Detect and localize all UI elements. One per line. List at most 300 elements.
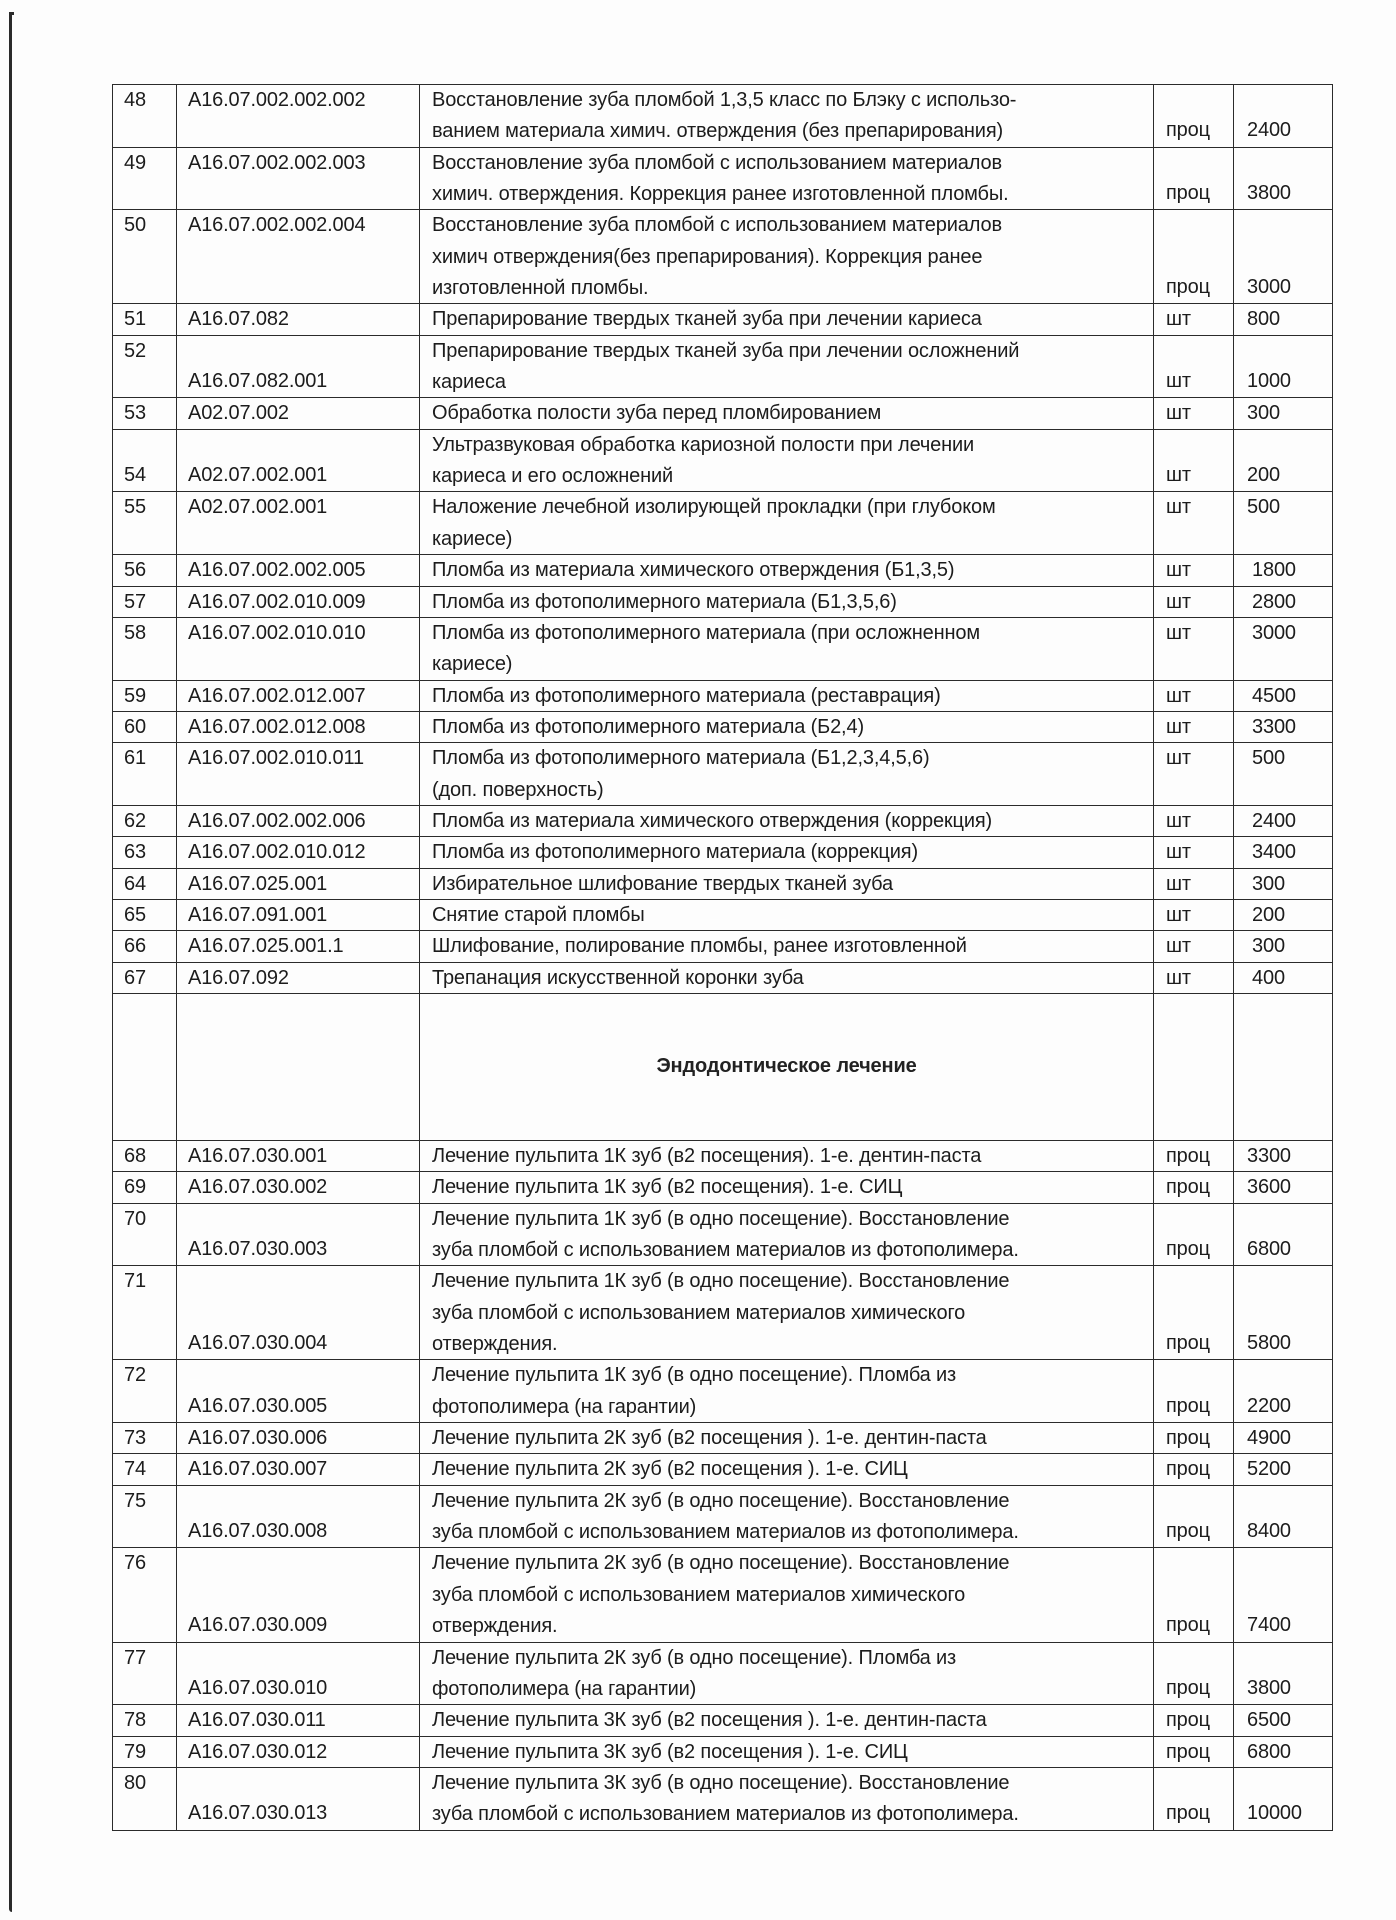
unit: шт: [1166, 935, 1191, 958]
unit: шт: [1166, 747, 1191, 770]
table-row: [113, 1423, 1333, 1454]
service-description: [420, 1737, 1153, 1768]
section-title: Эндодонтическое лечение: [420, 993, 1154, 1140]
service-description: [420, 1486, 1153, 1549]
service-code: A16.07.030.006: [188, 1427, 328, 1450]
row-number-cell: [113, 1203, 177, 1266]
row-number-cell: [113, 617, 177, 680]
section-header-row: [113, 993, 1333, 1140]
description-line: Лечение пульпита 2К зуб (в одно посещение). Пломба из: [432, 1646, 957, 1669]
service-description-cell: [420, 1203, 1154, 1266]
unit-cell: [1154, 1423, 1234, 1454]
service-description-cell: [420, 1454, 1154, 1485]
service-code-cell: [177, 210, 420, 304]
description-line: Пломба из фотополимерного материала (Б1,3,5,6): [432, 590, 897, 613]
service-code: A16.07.030.012: [188, 1740, 328, 1763]
description-line: Лечение пульпита 2К зуб (в одно посещение). Восстановление: [432, 1552, 1010, 1575]
unit-cell: [1154, 304, 1234, 335]
row-number: 61: [124, 747, 146, 770]
table-row: [113, 1172, 1333, 1203]
unit: шт: [1166, 872, 1191, 895]
description-line: изготовленной пломбы.: [432, 277, 649, 300]
price: 3800: [1247, 182, 1291, 205]
row-number-cell: [113, 868, 177, 899]
service-description: [420, 618, 1153, 681]
service-code-cell: [177, 680, 420, 711]
price: 7400: [1247, 1614, 1291, 1637]
row-number: 57: [124, 590, 146, 613]
price-cell: [1234, 1140, 1333, 1171]
unit-cell: [1154, 837, 1234, 868]
unit: проц: [1166, 276, 1210, 299]
unit: проц: [1166, 1394, 1210, 1417]
row-number-cell: [113, 555, 177, 586]
service-description-cell: [420, 962, 1154, 993]
description-line: Пломба из фотополимерного материала (реставрация): [432, 684, 941, 707]
price: 300: [1252, 872, 1285, 895]
description-line: Препарирование твердых тканей зуба при лечении осложнений: [432, 339, 1020, 362]
price: 500: [1247, 496, 1280, 519]
row-number: 72: [124, 1364, 146, 1387]
section-header: [113, 993, 1333, 1140]
service-description: [420, 1705, 1153, 1736]
service-code-cell: [177, 1736, 420, 1767]
row-number: 68: [124, 1144, 146, 1167]
table-row: [113, 805, 1333, 836]
unit-cell: [1154, 335, 1234, 398]
service-description: [420, 210, 1153, 304]
service-code: A16.07.002.010.009: [188, 590, 366, 613]
price-cell: [1234, 1642, 1333, 1705]
section-unit-cell: [1154, 993, 1234, 1140]
row-number-cell: [113, 743, 177, 806]
table-row: [113, 85, 1333, 148]
price-cell: [1234, 398, 1333, 429]
service-code: A02.07.002.001: [188, 496, 328, 519]
unit: проц: [1166, 1176, 1210, 1199]
service-code-cell: [177, 1767, 420, 1830]
service-description: [420, 430, 1153, 493]
description-line: Лечение пульпита 1К зуб (в одно посещение). Восстановление: [432, 1207, 1010, 1230]
row-number-cell: [113, 398, 177, 429]
service-code: A16.07.002.002.003: [188, 151, 366, 174]
unit: проц: [1166, 1802, 1210, 1825]
price-cell: [1234, 1767, 1333, 1830]
row-number: 59: [124, 684, 146, 707]
description-line: фотополимера (на гарантии): [432, 1395, 697, 1418]
row-number: 49: [124, 151, 146, 174]
row-number: 56: [124, 559, 146, 582]
service-description-cell: [420, 304, 1154, 335]
row-number: 73: [124, 1427, 146, 1450]
description-line: Лечение пульпита 3К зуб (в2 посещения ). 1-е. СИЦ: [432, 1740, 908, 1763]
price: 500: [1252, 747, 1285, 770]
service-code-cell: [177, 1172, 420, 1203]
row-number: 51: [124, 308, 146, 331]
section-code-cell: [177, 993, 420, 1140]
service-description: [420, 587, 1153, 618]
description-line: Лечение пульпита 1К зуб (в одно посещение). Пломба из: [432, 1364, 957, 1387]
price-cell: [1234, 680, 1333, 711]
service-code: A16.07.030.002: [188, 1176, 328, 1199]
service-code-cell: [177, 586, 420, 617]
service-description: [420, 398, 1153, 429]
description-line: химич. отверждения. Коррекция ранее изготовленной пломбы.: [432, 183, 1009, 206]
service-description-cell: [420, 1548, 1154, 1642]
service-description-cell: [420, 398, 1154, 429]
service-description: [420, 1141, 1153, 1172]
service-code-cell: [177, 1360, 420, 1423]
unit-cell: [1154, 962, 1234, 993]
description-line: Снятие старой пломбы: [432, 903, 645, 926]
description-line: Лечение пульпита 1К зуб (в одно посещение). Восстановление: [432, 1270, 1010, 1293]
unit-cell: [1154, 1140, 1234, 1171]
service-description: [420, 900, 1153, 931]
row-number-cell: [113, 899, 177, 930]
price: 3300: [1247, 1144, 1291, 1167]
unit-cell: [1154, 210, 1234, 304]
row-number-cell: [113, 805, 177, 836]
description-line: кариеса и его осложнений: [432, 465, 674, 488]
row-number-cell: [113, 1736, 177, 1767]
price-cell: [1234, 555, 1333, 586]
service-description-cell: [420, 429, 1154, 492]
description-line: Пломба из фотополимерного материала (при осложненном: [432, 621, 980, 644]
service-description-cell: [420, 586, 1154, 617]
service-code-cell: [177, 868, 420, 899]
price-cell: [1234, 1266, 1333, 1360]
service-code: A16.07.030.011: [188, 1709, 326, 1732]
unit-cell: [1154, 743, 1234, 806]
service-description: [420, 963, 1153, 994]
description-line: химич отверждения(без препарирования). Коррекция ранее: [432, 245, 983, 268]
price-cell: [1234, 711, 1333, 742]
description-line: Лечение пульпита 1К зуб (в2 посещения). 1-е. СИЦ: [432, 1176, 903, 1199]
unit-cell: [1154, 1360, 1234, 1423]
row-number-cell: [113, 837, 177, 868]
description-line: Препарирование твердых тканей зуба при лечении кариеса: [432, 308, 982, 331]
table-row: [113, 837, 1333, 868]
price-list-table: [112, 84, 1333, 1831]
unit: проц: [1166, 119, 1210, 142]
unit: шт: [1166, 496, 1191, 519]
service-code: A16.07.030.009: [188, 1614, 328, 1637]
table-row: [113, 1454, 1333, 1485]
row-number-cell: [113, 1485, 177, 1548]
service-description: [420, 1172, 1153, 1203]
service-code: A02.07.002.001: [188, 464, 328, 487]
service-code: A16.07.002.002.005: [188, 559, 366, 582]
unit-cell: [1154, 1705, 1234, 1736]
price-cell: [1234, 1548, 1333, 1642]
service-description: [420, 837, 1153, 868]
price-cell: [1234, 492, 1333, 555]
row-number: 70: [124, 1207, 146, 1230]
row-number: 80: [124, 1771, 146, 1794]
service-code-cell: [177, 429, 420, 492]
table-row: [113, 555, 1333, 586]
service-code: A16.07.030.007: [188, 1458, 328, 1481]
row-number: 63: [124, 841, 146, 864]
table-row: [113, 1705, 1333, 1736]
service-description: [420, 555, 1153, 586]
row-number-cell: [113, 335, 177, 398]
service-code-cell: [177, 899, 420, 930]
description-line: Пломба из фотополимерного материала (коррекция): [432, 841, 918, 864]
table-row: [113, 1548, 1333, 1642]
price: 200: [1252, 903, 1285, 926]
service-description-cell: [420, 147, 1154, 210]
row-number-cell: [113, 1767, 177, 1830]
table-row: [113, 1767, 1333, 1830]
section-num-cell: [113, 993, 177, 1140]
service-description-cell: [420, 743, 1154, 806]
service-code-cell: [177, 335, 420, 398]
service-description-cell: [420, 805, 1154, 836]
price: 200: [1247, 464, 1280, 487]
service-code: A16.07.002.012.007: [188, 684, 366, 707]
description-line: зуба пломбой с использованием материалов из фотополимера.: [432, 1239, 1019, 1262]
price-cell: [1234, 210, 1333, 304]
service-description-cell: [420, 680, 1154, 711]
row-number-cell: [113, 586, 177, 617]
description-line: (доп. поверхность): [432, 778, 604, 801]
row-number: 78: [124, 1709, 146, 1732]
table-row: [113, 1360, 1333, 1423]
table-row: [113, 586, 1333, 617]
service-code-cell: [177, 1548, 420, 1642]
row-number-cell: [113, 1140, 177, 1171]
service-description-cell: [420, 1736, 1154, 1767]
price-cell: [1234, 429, 1333, 492]
unit: шт: [1166, 308, 1191, 331]
row-number: 65: [124, 903, 146, 926]
unit: шт: [1166, 966, 1191, 989]
unit: проц: [1166, 1458, 1210, 1481]
price-cell: [1234, 1360, 1333, 1423]
price: 3000: [1252, 621, 1296, 644]
price-cell: [1234, 899, 1333, 930]
unit: шт: [1166, 841, 1191, 864]
price-cell: [1234, 837, 1333, 868]
service-code: A16.07.030.003: [188, 1238, 328, 1261]
service-description: [420, 1204, 1153, 1267]
service-code-cell: [177, 492, 420, 555]
price-cell: [1234, 85, 1333, 148]
row-number: 74: [124, 1458, 146, 1481]
service-code: A16.07.030.005: [188, 1394, 328, 1417]
rows-before-section: [113, 85, 1333, 994]
table-row: [113, 899, 1333, 930]
price-cell: [1234, 1485, 1333, 1548]
service-code-cell: [177, 1140, 420, 1171]
unit: шт: [1166, 590, 1191, 613]
service-code-cell: [177, 711, 420, 742]
row-number-cell: [113, 1705, 177, 1736]
service-description-cell: [420, 1642, 1154, 1705]
unit: шт: [1166, 402, 1191, 425]
unit: проц: [1166, 1144, 1210, 1167]
unit-cell: [1154, 398, 1234, 429]
service-description-cell: [420, 85, 1154, 148]
unit-cell: [1154, 1485, 1234, 1548]
description-line: Лечение пульпита 2К зуб (в2 посещения ). 1-е. СИЦ: [432, 1458, 908, 1481]
service-code: A16.07.002.002.004: [188, 214, 366, 237]
description-line: Пломба из материала химического отверждения (Б1,3,5): [432, 559, 955, 582]
unit: проц: [1166, 1740, 1210, 1763]
service-code-cell: [177, 837, 420, 868]
price: 8400: [1247, 1520, 1291, 1543]
price: 2200: [1247, 1394, 1291, 1417]
service-description: [420, 85, 1153, 148]
service-description: [420, 1768, 1153, 1831]
rows-after-section: [113, 1140, 1333, 1830]
row-number: 52: [124, 339, 146, 362]
row-number-cell: [113, 210, 177, 304]
unit-cell: [1154, 899, 1234, 930]
service-description-cell: [420, 1360, 1154, 1423]
service-code: A16.07.082: [188, 308, 289, 331]
service-code: A16.07.002.002.006: [188, 809, 366, 832]
service-description: [420, 743, 1153, 806]
service-description: [420, 681, 1153, 712]
service-code-cell: [177, 555, 420, 586]
unit-cell: [1154, 1172, 1234, 1203]
description-line: Наложение лечебной изолирующей прокладки (при глубоком: [432, 496, 996, 519]
service-description: [420, 1360, 1153, 1423]
service-code: A16.07.002.002.002: [188, 89, 366, 111]
unit: шт: [1166, 559, 1191, 582]
unit-cell: [1154, 555, 1234, 586]
service-description: [420, 931, 1153, 962]
description-line: отверждения.: [432, 1615, 558, 1638]
unit-cell: [1154, 805, 1234, 836]
table-row: [113, 617, 1333, 680]
service-code: A16.07.030.008: [188, 1520, 328, 1543]
description-line: Ультразвуковая обработка кариозной полости при лечении: [432, 433, 975, 456]
unit: проц: [1166, 1614, 1210, 1637]
description-line: Пломба из фотополимерного материала (Б1,2,3,4,5,6): [432, 747, 930, 770]
service-description: [420, 1548, 1153, 1642]
row-number: 75: [124, 1489, 146, 1512]
unit: шт: [1166, 809, 1191, 832]
row-number: 60: [124, 715, 146, 738]
service-description: [420, 148, 1153, 211]
table-row: [113, 210, 1333, 304]
unit: шт: [1166, 715, 1191, 738]
table-row: [113, 335, 1333, 398]
unit: шт: [1166, 684, 1191, 707]
price: 2400: [1252, 809, 1296, 832]
service-description: [420, 492, 1153, 555]
price: 3300: [1252, 715, 1296, 738]
price: 6500: [1247, 1709, 1291, 1732]
price-cell: [1234, 1705, 1333, 1736]
table-row: [113, 743, 1333, 806]
price-cell: [1234, 1172, 1333, 1203]
service-code-cell: [177, 743, 420, 806]
table-row: [113, 868, 1333, 899]
row-number-cell: [113, 429, 177, 492]
row-number-cell: [113, 711, 177, 742]
service-description: [420, 1643, 1153, 1706]
row-number: 55: [124, 496, 146, 519]
description-line: Лечение пульпита 1К зуб (в2 посещения). 1-е. дентин-паста: [432, 1144, 982, 1167]
description-line: отверждения.: [432, 1333, 558, 1356]
service-code: A16.07.025.001: [188, 872, 328, 895]
description-line: Лечение пульпита 3К зуб (в одно посещение). Восстановление: [432, 1771, 1010, 1794]
table-row: [113, 147, 1333, 210]
table-row: [113, 1140, 1333, 1171]
table-row: [113, 1642, 1333, 1705]
price: 6800: [1247, 1740, 1291, 1763]
service-description: [420, 1266, 1153, 1360]
description-line: кариеса: [432, 371, 506, 394]
unit: проц: [1166, 1238, 1210, 1261]
price-cell: [1234, 1454, 1333, 1485]
service-description-cell: [420, 868, 1154, 899]
unit: проц: [1166, 1427, 1210, 1450]
price-cell: [1234, 617, 1333, 680]
description-line: Трепанация искусственной коронки зуба: [432, 966, 804, 989]
service-code-cell: [177, 1203, 420, 1266]
row-number-cell: [113, 1172, 177, 1203]
unit-cell: [1154, 1203, 1234, 1266]
unit-cell: [1154, 1454, 1234, 1485]
description-line: кариесе): [432, 653, 513, 676]
price-cell: [1234, 743, 1333, 806]
service-code: A02.07.002: [188, 402, 289, 425]
row-number-cell: [113, 1266, 177, 1360]
price-cell: [1234, 1203, 1333, 1266]
service-code-cell: [177, 1705, 420, 1736]
unit-cell: [1154, 868, 1234, 899]
unit: шт: [1166, 621, 1191, 644]
unit: проц: [1166, 1520, 1210, 1543]
unit-cell: [1154, 1548, 1234, 1642]
price: 300: [1252, 935, 1285, 958]
price: 3800: [1247, 1676, 1291, 1699]
service-code-cell: [177, 931, 420, 962]
description-line: Лечение пульпита 2К зуб (в одно посещение). Восстановление: [432, 1489, 1010, 1512]
price: 5200: [1247, 1458, 1291, 1481]
unit-cell: [1154, 1767, 1234, 1830]
service-description-cell: [420, 617, 1154, 680]
service-description: [420, 1423, 1153, 1454]
unit-cell: [1154, 429, 1234, 492]
unit: проц: [1166, 182, 1210, 205]
row-number: 53: [124, 402, 146, 425]
service-code-cell: [177, 147, 420, 210]
price-cell: [1234, 805, 1333, 836]
service-code-cell: [177, 962, 420, 993]
row-number-cell: [113, 85, 177, 148]
description-line: зуба пломбой с использованием материалов химического: [432, 1583, 966, 1606]
row-number-cell: [113, 304, 177, 335]
price-cell: [1234, 335, 1333, 398]
service-description-cell: [420, 1485, 1154, 1548]
table-row: [113, 931, 1333, 962]
table-row: [113, 1736, 1333, 1767]
service-code-cell: [177, 617, 420, 680]
table-row: [113, 680, 1333, 711]
service-code: A16.07.025.001.1: [188, 935, 344, 958]
row-number: 79: [124, 1740, 146, 1763]
row-number: 54: [124, 464, 146, 487]
row-number: 76: [124, 1552, 146, 1575]
service-code-cell: [177, 398, 420, 429]
row-number-cell: [113, 1360, 177, 1423]
